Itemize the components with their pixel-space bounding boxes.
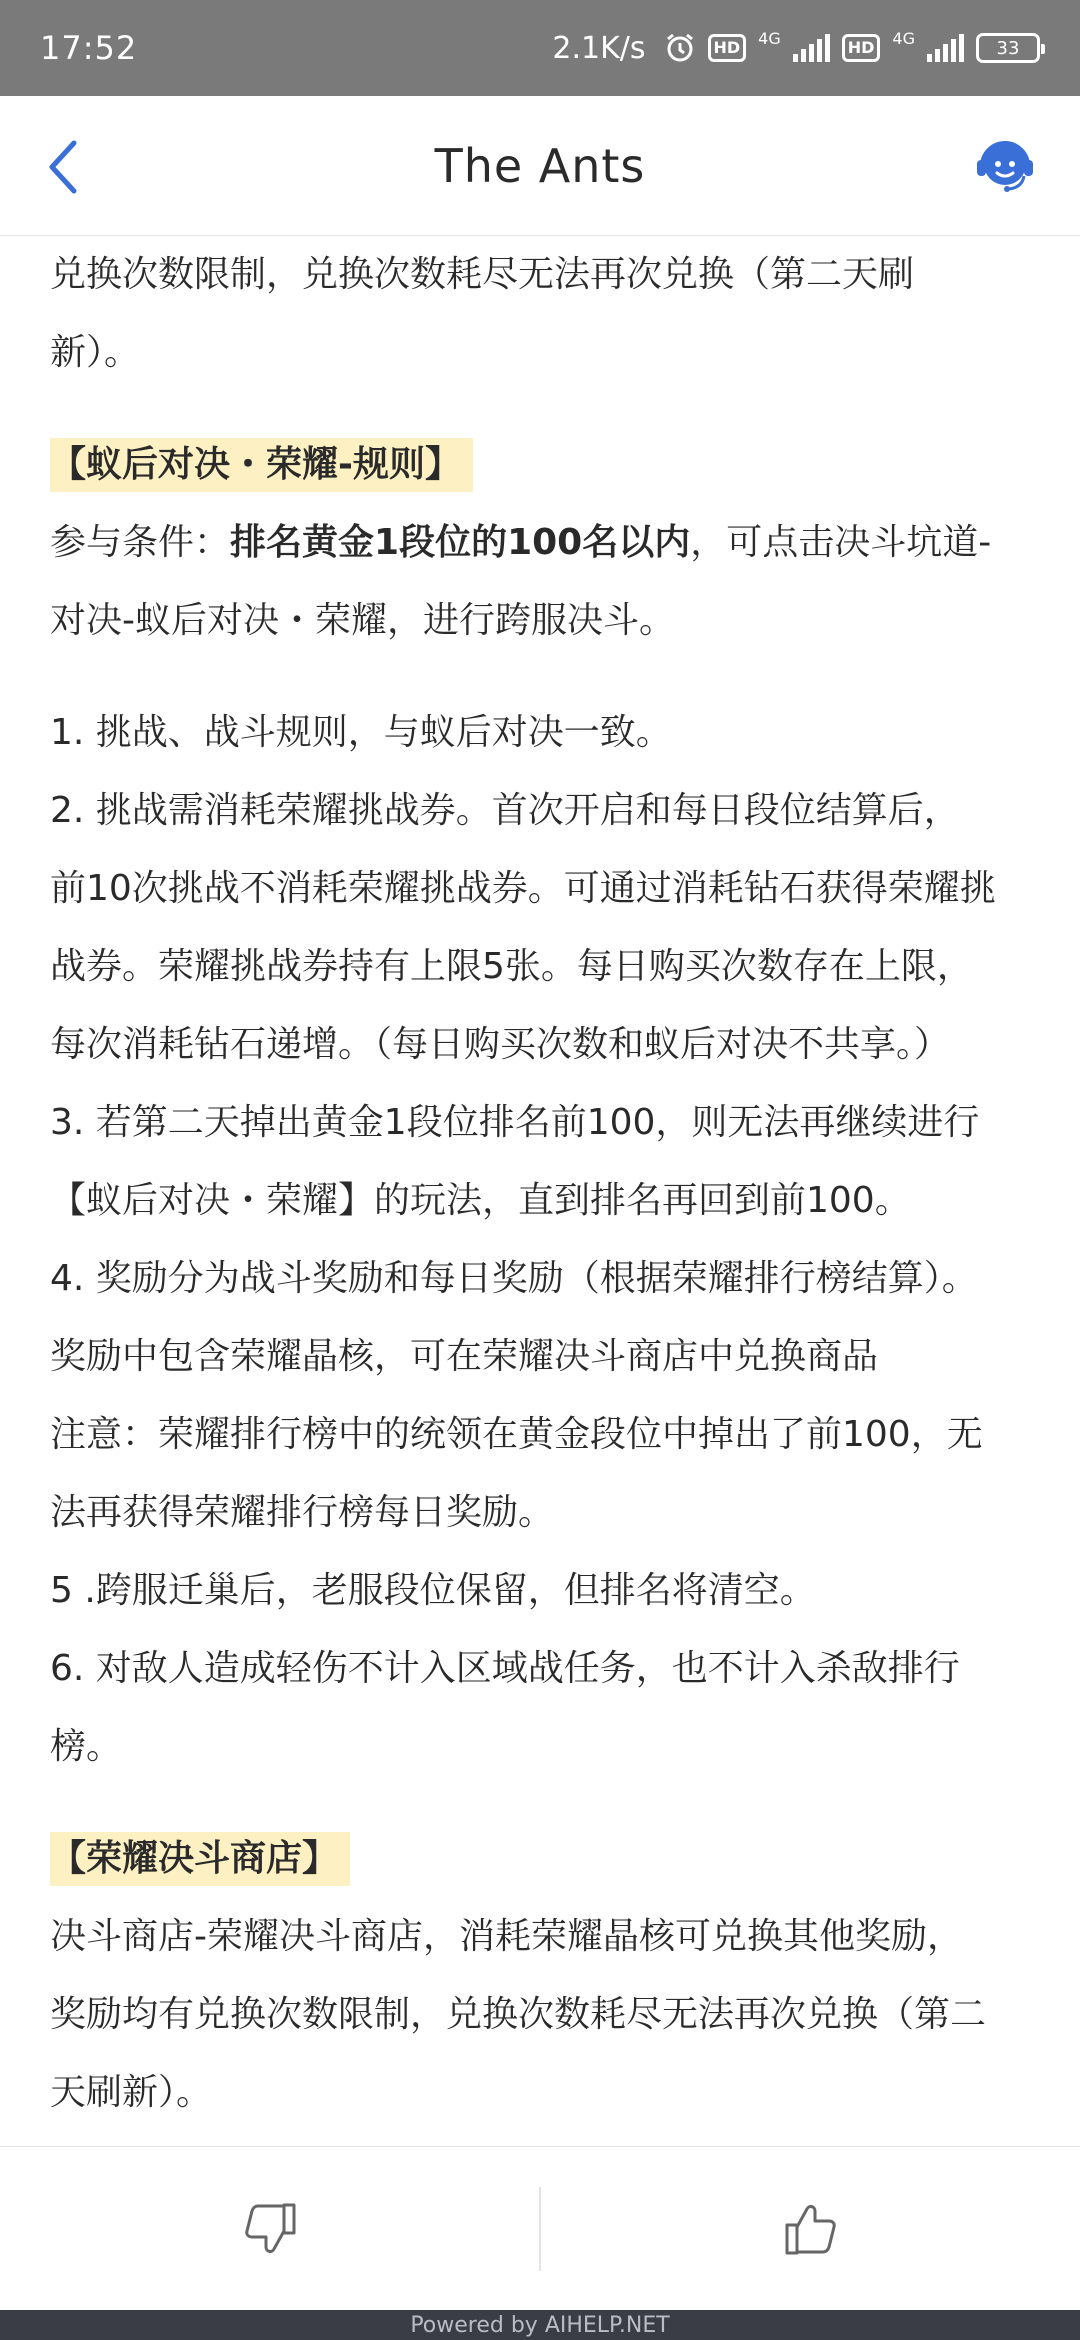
like-button[interactable]: [541, 2147, 1080, 2310]
net-speed: 2.1K/s: [552, 30, 646, 66]
hd-badge: HD: [708, 34, 747, 62]
condition-highlight: 排名黄金1段位的100名以内: [230, 522, 691, 563]
paragraph: 奖励均有兑换次数限制，兑换次数耗尽无法再次兑换（第二: [50, 1994, 987, 2035]
customer-service-button[interactable]: [974, 134, 1036, 196]
network-type-label: 4G: [758, 28, 781, 48]
note-text: 注意：荣耀排行榜中的统领在黄金段位中掉出了前100，无: [50, 1414, 983, 1455]
alarm-icon: [664, 32, 696, 64]
rule-item: 3. 若第二天掉出黄金1段位排名前100，则无法再继续进行: [50, 1102, 980, 1143]
network-type-label: 4G: [892, 28, 915, 48]
powered-by-label: Powered by AIHELP.NET: [0, 2310, 1080, 2340]
section-heading: 【荣耀决斗商店】: [50, 1832, 350, 1886]
page-title: The Ants: [434, 138, 646, 193]
signal-icon: [927, 34, 964, 62]
note-text: 法再获得荣耀排行榜每日奖励。: [50, 1492, 555, 1533]
status-bar: [0, 0, 1080, 96]
rule-item: 2. 挑战需消耗荣耀挑战券。首次开启和每日段位结算后，: [50, 790, 960, 831]
back-button[interactable]: [38, 132, 88, 202]
rule-item: 6. 对敌人造成轻伤不计入区域战任务，也不计入杀敌排行: [50, 1648, 960, 1689]
battery-icon: [976, 33, 1040, 63]
paragraph: 天刷新）。: [50, 2072, 213, 2113]
rule-item: 前10次挑战不消耗荣耀挑战券。可通过消耗钻石获得荣耀挑: [50, 868, 996, 909]
rule-item: 4. 奖励分为战斗奖励和每日奖励（根据荣耀排行榜结算）。: [50, 1258, 978, 1299]
rule-item: 1. 挑战、战斗规则，与蚁后对决一致。: [50, 712, 672, 753]
feedback-bar: [0, 2146, 1080, 2310]
status-icons: [552, 28, 1040, 66]
rule-item: 榜。: [50, 1726, 123, 1767]
battery-level: 33: [996, 37, 1020, 59]
thumbs-down-icon: [240, 2199, 300, 2259]
condition-text: ，可点击决斗坑道-: [690, 522, 992, 563]
paragraph: 兑换次数限制，兑换次数耗尽无法再次兑换（第二天刷: [50, 254, 915, 295]
paragraph: 决斗商店-荣耀决斗商店，消耗荣耀晶核可兑换其他奖励，: [50, 1916, 963, 1957]
condition-label: 参与条件：: [50, 522, 231, 563]
rule-item: 5 .跨服迁巢后，老服段位保留，但排名将清空。: [50, 1570, 816, 1611]
dislike-button[interactable]: [0, 2147, 539, 2310]
paragraph: [50, 504, 1058, 582]
rule-item: 战券。荣耀挑战券持有上限5张。每日购买次数存在上限，: [50, 946, 973, 987]
nav-bar: [0, 96, 1080, 236]
signal-icon: [793, 34, 830, 62]
hd-badge: HD: [842, 34, 881, 62]
article-content: [0, 236, 1080, 2146]
thumbs-up-icon: [781, 2199, 841, 2259]
chevron-left-icon: [46, 139, 80, 195]
rule-item: 【蚁后对决・荣耀】的玩法，直到排名再回到前100。: [50, 1180, 911, 1221]
section-heading: 【蚁后对决・荣耀-规则】: [50, 438, 473, 492]
rule-item: 奖励中包含荣耀晶核，可在荣耀决斗商店中兑换商品: [50, 1336, 879, 1377]
status-time: 17:52: [40, 29, 138, 67]
paragraph: 新）。: [50, 332, 141, 373]
customer-service-icon: [974, 134, 1036, 196]
paragraph: 对决-蚁后对决・荣耀，进行跨服决斗。: [50, 600, 675, 641]
rule-item: 每次消耗钻石递增。（每日购买次数和蚁后对决不共享。）: [50, 1024, 951, 1065]
